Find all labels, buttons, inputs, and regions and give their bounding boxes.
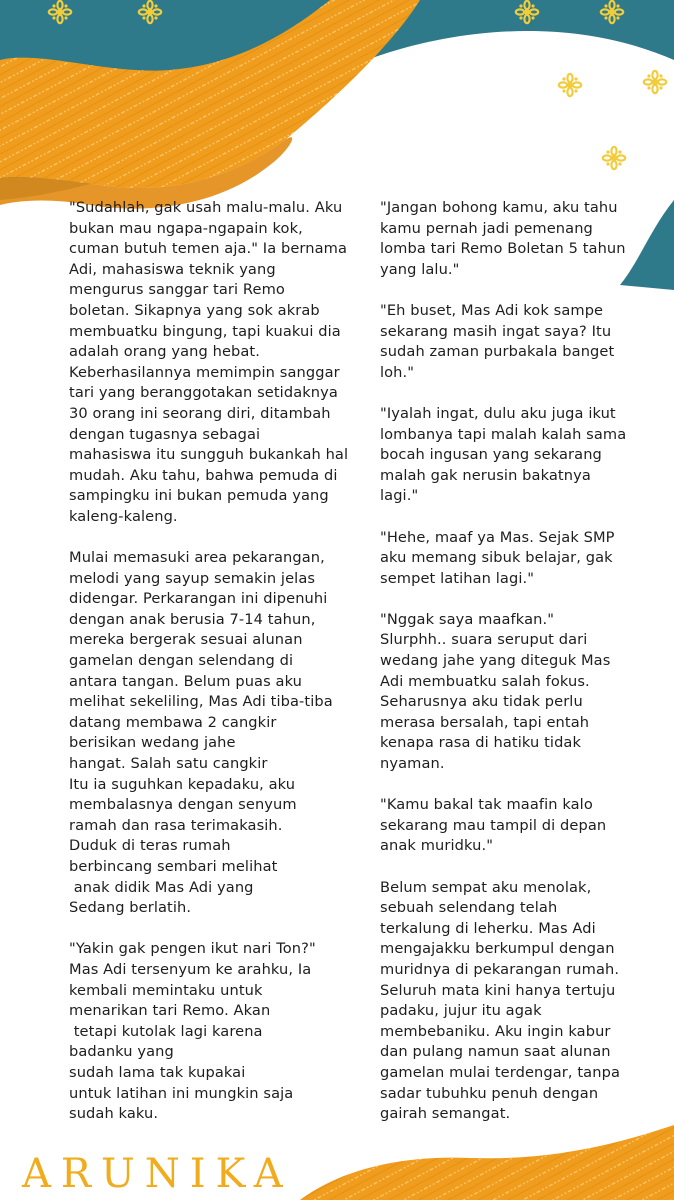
text-line: Adi membuatku salah fokus. — [380, 672, 590, 690]
paragraph — [380, 404, 650, 507]
text-line: Slurphh.. suara seruput dari — [380, 631, 588, 649]
text-line: badanku yang — [69, 1043, 174, 1061]
paragraph — [380, 878, 650, 1125]
text-line: kenapa rasa di hatiku tidak — [380, 734, 582, 752]
text-line: kembali memintaku untuk — [69, 981, 263, 999]
text-line: terkalung di leherku. Mas Adi — [380, 919, 596, 937]
text-line: gairah semangat. — [380, 1105, 511, 1123]
text-line: sempet latihan lagi." — [380, 569, 535, 587]
story-right-column — [380, 198, 650, 1145]
paragraph — [380, 610, 650, 775]
text-line: kaleng-kaleng. — [69, 507, 178, 525]
text-line: didengar. Perkarangan ini dipenuhi — [69, 590, 328, 608]
text-line: mengurus sanggar tari Remo — [69, 281, 285, 299]
text-line: mahasiswa itu sungguh bukankah hal — [69, 446, 349, 464]
text-line: lagi." — [380, 487, 419, 505]
text-line: mengajakku berkumpul dengan — [380, 940, 615, 958]
text-line: anak didik Mas Adi yang — [69, 878, 254, 896]
text-line: gamelan mulai terdengar, tanpa — [380, 1063, 620, 1081]
text-line: loh." — [380, 363, 415, 381]
paragraph — [69, 548, 354, 919]
text-line: Sedang berlatih. — [69, 899, 192, 917]
text-line: Belum sempat aku menolak, — [380, 878, 592, 896]
text-line: wedang jahe yang diteguk Mas — [380, 652, 611, 670]
paragraph — [380, 301, 650, 383]
text-line: Seluruh mata kini hanya tertuju — [380, 981, 616, 999]
text-line: merasa bersalah, tapi entah — [380, 713, 590, 731]
text-line: "Hehe, maaf ya Mas. Sejak SMP — [380, 528, 615, 546]
story-left-column — [69, 198, 354, 1145]
text-line: sudah zaman purbakala banget — [380, 343, 615, 361]
text-line: sadar tubuhku penuh dengan — [380, 1084, 599, 1102]
text-line: lomba tari Remo Boletan 5 tahun — [380, 240, 626, 258]
text-line: sekarang mau tampil di depan — [380, 816, 607, 834]
text-line: mereka bergerak sesuai alunan — [69, 631, 303, 649]
text-line: kamu pernah jadi pemenang — [380, 219, 593, 237]
text-line: anak muridku." — [380, 837, 494, 855]
text-line: "Sudahlah, gak usah malu-malu. Aku — [69, 199, 343, 216]
text-line: gamelan dengan selendang di — [69, 652, 294, 670]
text-line: dan pulang namun saat alunan — [380, 1043, 611, 1061]
text-line: bukan mau ngapa-ngapain kok, — [69, 219, 303, 237]
text-line: tetapi kutolak lagi karena — [69, 1022, 263, 1040]
text-line: "Eh buset, Mas Adi kok sampe — [380, 301, 604, 319]
brand-logo: ARUNIKA — [22, 1151, 293, 1197]
text-line: melihat sekeliling, Mas Adi tiba-tiba — [69, 693, 333, 711]
text-line: padaku, jujur itu agak — [380, 1002, 542, 1020]
text-line: Mulai memasuki area pekarangan, — [69, 549, 325, 567]
text-line: Itu ia suguhkan kepadaku, aku — [69, 775, 296, 793]
text-line: sampingku ini bukan pemuda yang — [69, 487, 329, 505]
text-line: tari yang beranggotakan setidaknya — [69, 384, 338, 402]
text-line: nyaman. — [380, 755, 445, 773]
text-line: muridnya di pekarangan rumah. — [380, 960, 620, 978]
text-line: membuatku bingung, tapi kuakui dia — [69, 322, 341, 340]
text-line: "Kamu bakal tak maafin kalo — [380, 796, 593, 814]
text-line: 30 orang ini seorang diri, ditambah — [69, 404, 331, 422]
paragraph — [380, 795, 650, 857]
text-line: sudah lama tak kupakai — [69, 1063, 246, 1081]
text-line: "Nggak saya maafkan." — [380, 610, 555, 628]
text-line: dengan anak berusia 7-14 tahun, — [69, 610, 316, 628]
text-line: untuk latihan ini mungkin saja — [69, 1084, 294, 1102]
text-line: mudah. Aku tahu, bahwa pemuda di — [69, 466, 338, 484]
text-line: Mas Adi tersenyum ke arahku, Ia — [69, 960, 312, 978]
text-line: Seharusnya aku tidak perlu — [380, 693, 583, 711]
text-line: berbincang sembari melihat — [69, 858, 278, 875]
text-line: membebaniku. Aku ingin kabur — [380, 1022, 611, 1040]
text-line: "Jangan bohong kamu, aku tahu — [380, 199, 618, 216]
text-line: adalah orang yang hebat. — [69, 343, 260, 361]
text-line: sekarang masih ingat saya? Itu — [380, 322, 612, 340]
text-line: Duduk di teras rumah — [69, 837, 231, 855]
text-line: datang membawa 2 cangkir — [69, 713, 277, 731]
text-line: Keberhasilannya memimpin sanggar — [69, 363, 340, 381]
text-line: lombanya tapi malah kalah sama — [380, 425, 627, 443]
text-line: dengan tugasnya sebagai — [69, 425, 261, 443]
paragraph — [69, 939, 354, 1124]
text-line: malah gak nerusin bakatnya — [380, 466, 591, 484]
text-line: "Iyalah ingat, dulu aku juga ikut — [380, 404, 616, 422]
text-line: boletan. Sikapnya yang sok akrab — [69, 301, 320, 319]
text-line: sebuah selendang telah — [380, 899, 558, 917]
text-line: bocah ingusan yang sekarang — [380, 446, 602, 464]
text-line: "Yakin gak pengen ikut nari Ton?" — [69, 940, 316, 958]
text-line: cuman butuh temen aja." Ia bernama — [69, 240, 348, 258]
text-line: membalasnya dengan senyum — [69, 796, 297, 814]
text-line: aku memang sibuk belajar, gak — [380, 549, 613, 567]
text-line: hangat. Salah satu cangkir — [69, 755, 268, 773]
text-line: antara tangan. Belum puas aku — [69, 672, 303, 690]
text-line: Adi, mahasiswa teknik yang — [69, 260, 276, 278]
text-line: sudah kaku. — [69, 1105, 159, 1123]
paragraph — [69, 198, 354, 528]
text-line: menarikan tari Remo. Akan — [69, 1002, 271, 1020]
text-line: yang lalu." — [380, 260, 460, 278]
text-line: ramah dan rasa terimakasih. — [69, 816, 283, 834]
text-line: melodi yang sayup semakin jelas — [69, 569, 316, 587]
paragraph — [380, 198, 650, 280]
paragraph — [380, 528, 650, 590]
text-line: berisikan wedang jahe — [69, 734, 236, 752]
